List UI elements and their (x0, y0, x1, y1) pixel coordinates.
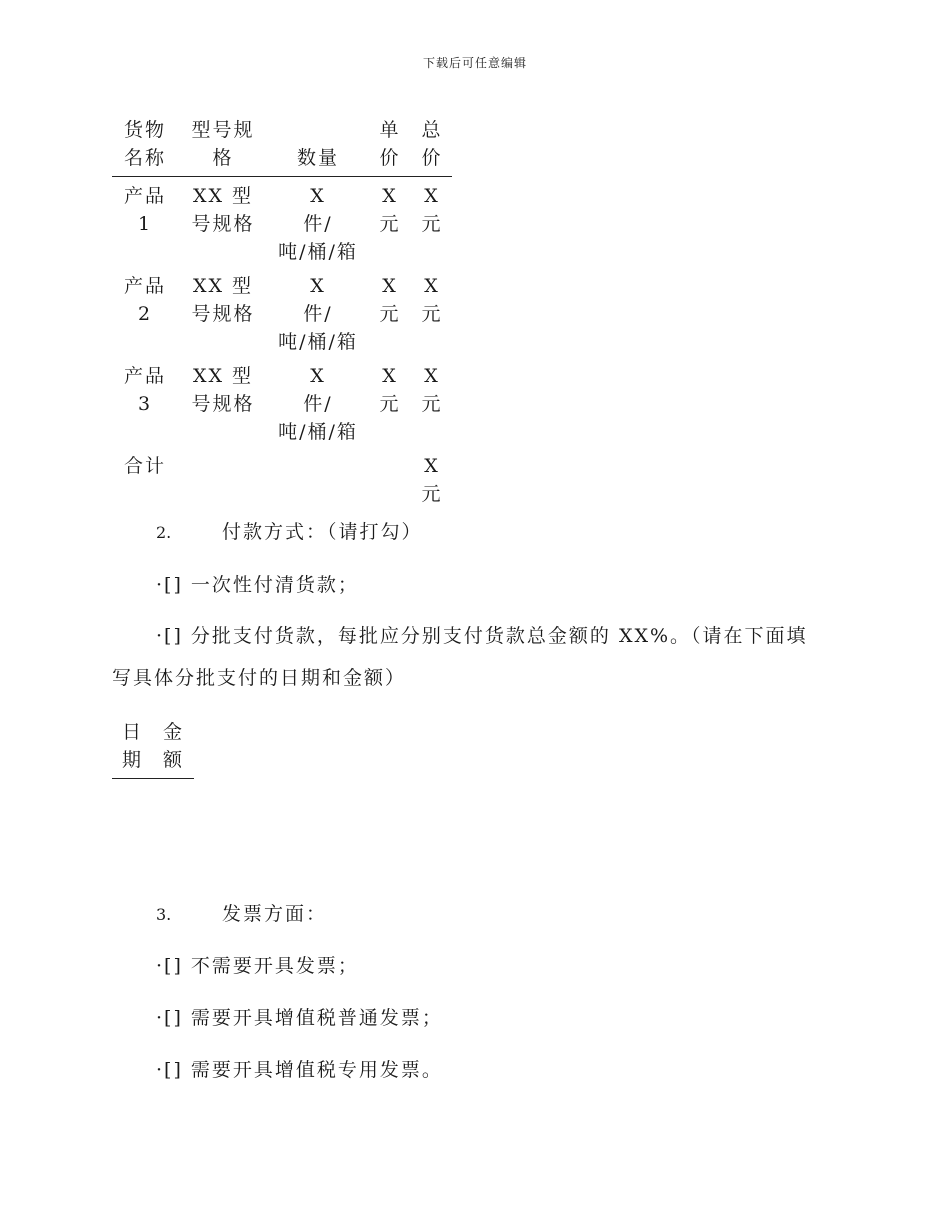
goods-header-text: 名称 (123, 147, 166, 169)
goods-cell-text: 合计 (123, 455, 166, 477)
invoice-option-general-vat: ·[] 需要开具增值税普通发票； (156, 1007, 443, 1029)
payment-option-installments-cont: 写具体分批支付的日期和金额） (112, 667, 407, 689)
goods-header-cell (412, 116, 452, 177)
goods-cell-text: 件/ (303, 213, 333, 235)
goods-cell-text: X (310, 275, 326, 297)
section-3-number: 3. (156, 905, 172, 924)
payment-option-lump-sum: ·[] 一次性付清货款； (156, 574, 359, 596)
installment-header-text: 期 (121, 749, 143, 771)
section-2-title: 付款方式：（请打勾） (222, 521, 423, 543)
goods-header-text: 单 (379, 119, 401, 141)
goods-cell-text: 吨/桶/箱 (278, 421, 358, 443)
goods-table (112, 116, 452, 511)
goods-table-cell (268, 359, 368, 449)
goods-table-cell (412, 449, 452, 511)
goods-cell-text: X (424, 455, 440, 477)
goods-table-cell (178, 359, 268, 449)
goods-table-body (112, 177, 452, 512)
goods-cell-text: 号规格 (191, 213, 255, 235)
goods-cell-text: XX 型 (192, 275, 254, 297)
goods-cell-text: 件/ (303, 303, 333, 325)
goods-cell-text: 吨/桶/箱 (278, 331, 358, 353)
goods-cell-text: 产品 (123, 365, 166, 387)
section-3-title: 发票方面： (222, 903, 328, 925)
goods-cell-text: 产品 (123, 275, 166, 297)
goods-table-cell (178, 177, 268, 270)
section-2-heading (156, 510, 423, 555)
goods-table-cell (368, 269, 412, 359)
installment-header-text: 金 (162, 721, 184, 743)
goods-cell-text: X (382, 185, 398, 207)
installment-header-cell (153, 718, 194, 779)
goods-table-cell (112, 177, 178, 270)
goods-cell-text: 号规格 (191, 393, 255, 415)
goods-header-text: 价 (421, 147, 443, 169)
goods-table-cell (368, 449, 412, 511)
goods-header-cell (112, 116, 178, 177)
goods-table-cell (112, 359, 178, 449)
goods-cell-text: X (382, 365, 398, 387)
table-row (112, 177, 452, 270)
section-3-heading (156, 892, 327, 937)
invoice-option-special-vat: ·[] 需要开具增值税专用发票。 (156, 1059, 443, 1081)
goods-table-cell (112, 449, 178, 511)
invoice-option-none: ·[] 不需要开具发票； (156, 955, 359, 977)
goods-cell-text: 元 (379, 393, 401, 415)
goods-table-cell (268, 449, 368, 511)
goods-table-cell (268, 177, 368, 270)
goods-cell-text: X (424, 365, 440, 387)
installment-header-cell (112, 718, 153, 779)
goods-cell-text: 元 (379, 213, 401, 235)
goods-cell-text: 元 (421, 213, 443, 235)
installment-table-header-row (112, 718, 194, 779)
goods-header-text: 数量 (296, 147, 339, 169)
goods-cell-text: XX 型 (192, 365, 254, 387)
goods-table-cell (178, 449, 268, 511)
section-2-number: 2. (156, 523, 172, 542)
table-row (112, 449, 452, 511)
goods-header-cell (178, 116, 268, 177)
goods-cell-text: 元 (421, 303, 443, 325)
goods-cell-text: 3 (137, 393, 153, 415)
installment-header-text: 日 (121, 721, 143, 743)
goods-table-cell (368, 359, 412, 449)
page-header: 下载后可任意编辑 (422, 56, 527, 70)
goods-table-cell (412, 177, 452, 270)
goods-cell-text: 元 (379, 303, 401, 325)
payment-option-installments: ·[] 分批支付货款，每批应分别支付货款总金额的 XX%。（请在下面填 (156, 625, 808, 647)
table-row (112, 359, 452, 449)
goods-header-text (268, 116, 368, 144)
installment-header-text: 额 (162, 749, 184, 771)
goods-cell-text: X (424, 275, 440, 297)
goods-cell-text: XX 型 (192, 185, 254, 207)
goods-table-cell (412, 269, 452, 359)
goods-cell-text: 产品 (123, 185, 166, 207)
goods-table-cell (268, 269, 368, 359)
goods-header-cell (368, 116, 412, 177)
goods-header-text: 货物 (123, 119, 166, 141)
goods-cell-text: 1 (137, 213, 153, 235)
goods-cell-text: 2 (137, 303, 153, 325)
goods-header-text: 总 (421, 119, 443, 141)
goods-cell-text: X (424, 185, 440, 207)
goods-table-cell (112, 269, 178, 359)
goods-cell-text: 件/ (303, 393, 333, 415)
goods-cell-text: X (310, 185, 326, 207)
goods-header-text: 型号规 (191, 119, 255, 141)
goods-cell-text: 吨/桶/箱 (278, 241, 358, 263)
goods-table-cell (368, 177, 412, 270)
table-row (112, 269, 452, 359)
goods-cell-text: X (382, 275, 398, 297)
goods-cell-text: 号规格 (191, 303, 255, 325)
installment-table (112, 718, 194, 779)
goods-cell-text: 元 (421, 483, 443, 505)
goods-table-cell (412, 359, 452, 449)
goods-header-text: 价 (379, 147, 401, 169)
goods-table-cell (178, 269, 268, 359)
goods-header-text: 格 (212, 147, 234, 169)
goods-cell-text: 元 (421, 393, 443, 415)
goods-cell-text: X (310, 365, 326, 387)
goods-table-header-row (112, 116, 452, 177)
goods-header-cell (268, 116, 368, 177)
